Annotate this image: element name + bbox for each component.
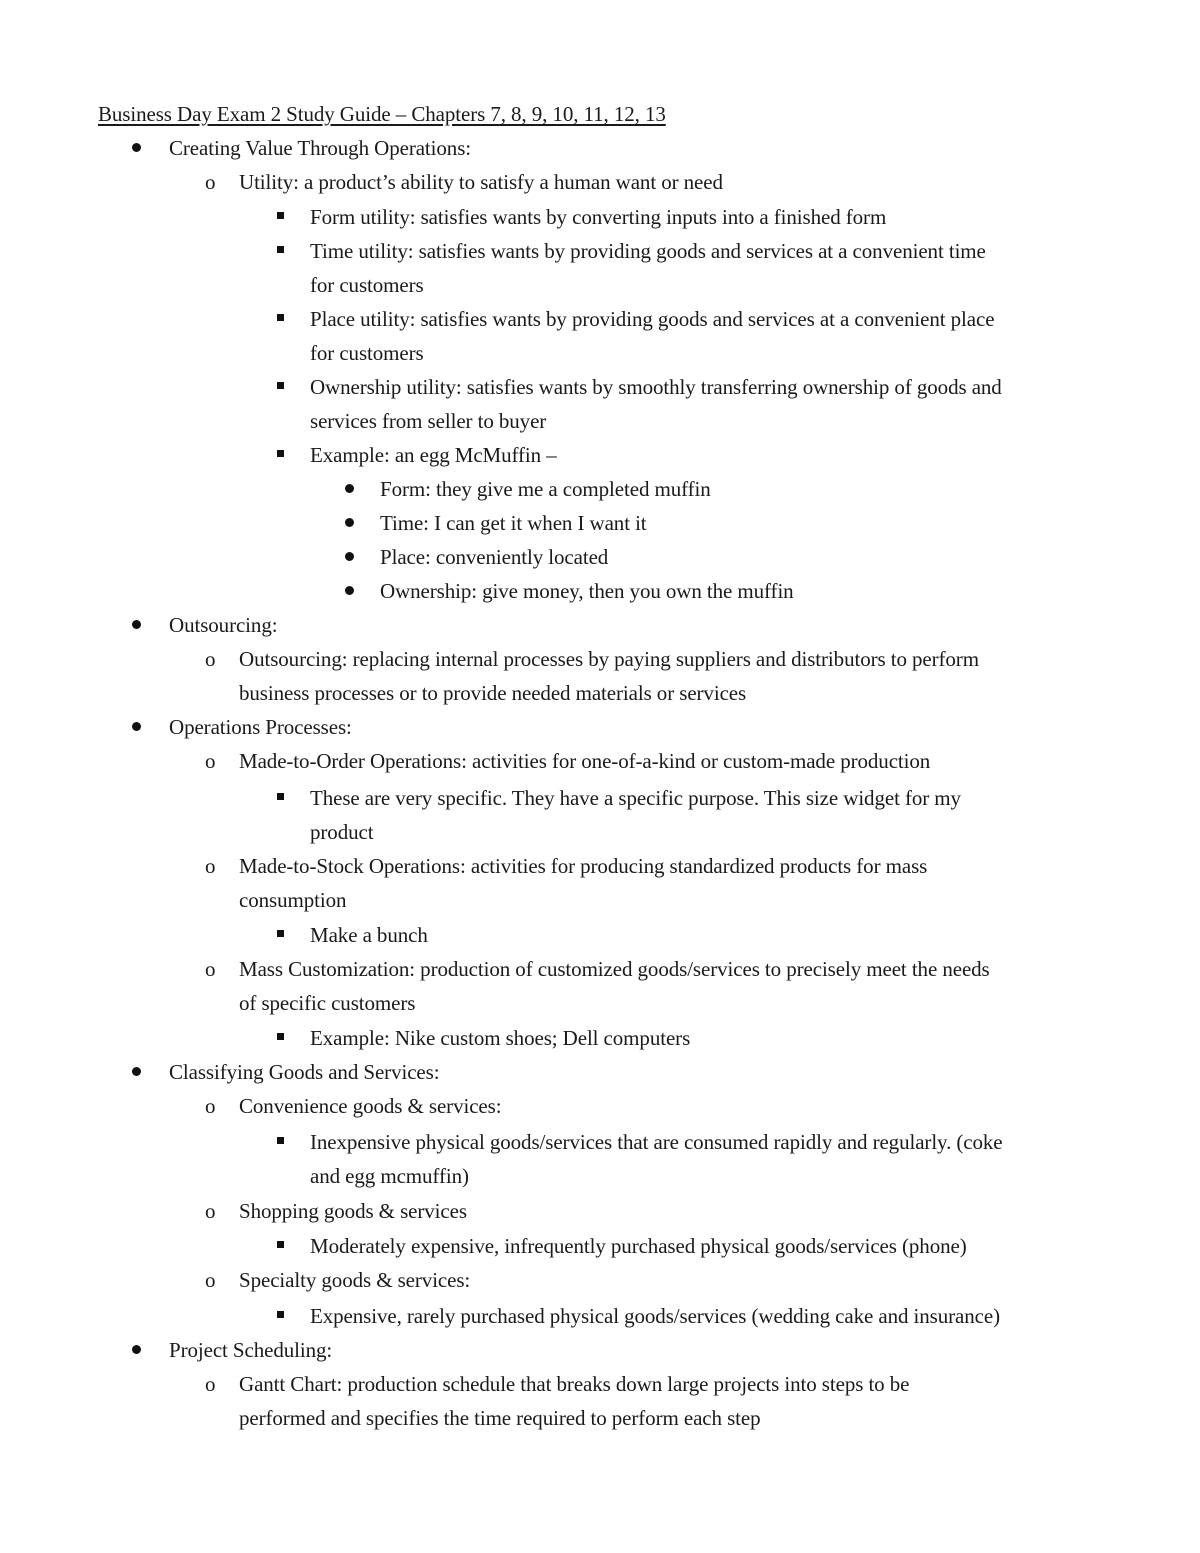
bullet-circle: o — [205, 1372, 216, 1396]
list-item: Expensive, rarely purchased physical goods/services (wedding cake and insurance) — [310, 1304, 1000, 1328]
bullet-disc — [132, 1067, 141, 1076]
list-item-continuation: and egg mcmuffin) — [310, 1164, 469, 1188]
list-item: Moderately expensive, infrequently purchased physical goods/services (phone) — [310, 1234, 967, 1258]
section-heading: Project Scheduling: — [169, 1338, 333, 1362]
bullet-square — [277, 1033, 284, 1040]
list-item: Example: an egg McMuffin – — [310, 443, 557, 467]
bullet-disc — [345, 552, 354, 561]
bullet-square — [277, 793, 284, 800]
bullet-disc — [345, 518, 354, 527]
list-item-continuation: for customers — [310, 341, 424, 365]
list-item: Place utility: satisfies wants by providing goods and services at a convenient place — [310, 307, 995, 331]
list-item: Form: they give me a completed muffin — [380, 477, 711, 501]
list-item: Gantt Chart: production schedule that breaks down large projects into steps to be — [239, 1372, 910, 1396]
section-heading: Creating Value Through Operations: — [169, 136, 472, 160]
list-item-continuation: product — [310, 820, 374, 844]
list-item: Form utility: satisfies wants by converting inputs into a finished form — [310, 205, 887, 229]
list-item: Ownership: give money, then you own the muffin — [380, 579, 794, 603]
list-item: Ownership utility: satisfies wants by smoothly transferring ownership of goods and — [310, 375, 1002, 399]
list-item: Time utility: satisfies wants by providing goods and services at a convenient time — [310, 239, 986, 263]
list-item: Utility: a product’s ability to satisfy a human want or need — [239, 170, 723, 194]
list-item: Convenience goods & services: — [239, 1094, 502, 1118]
list-item: Time: I can get it when I want it — [380, 511, 647, 535]
list-item-continuation: performed and specifies the time required to perform each step — [239, 1406, 761, 1430]
bullet-square — [277, 450, 284, 457]
list-item: Made-to-Stock Operations: activities for producing standardized products for mass — [239, 854, 928, 878]
section-heading: Classifying Goods and Services: — [169, 1060, 440, 1084]
bullet-circle: o — [205, 854, 216, 878]
list-item: Inexpensive physical goods/services that are consumed rapidly and regularly. (coke — [310, 1130, 1003, 1154]
bullet-circle: o — [205, 749, 216, 773]
bullet-circle: o — [205, 1199, 216, 1223]
list-item: Specialty goods & services: — [239, 1268, 471, 1292]
bullet-disc — [132, 1345, 141, 1354]
list-item: Outsourcing: replacing internal processes by paying suppliers and distributors to perform — [239, 647, 979, 671]
bullet-disc — [132, 722, 141, 731]
bullet-circle: o — [205, 957, 216, 981]
bullet-circle: o — [205, 1094, 216, 1118]
list-item: These are very specific. They have a specific purpose. This size widget for my — [310, 786, 961, 810]
list-item-continuation: consumption — [239, 888, 347, 912]
list-item-continuation: of specific customers — [239, 991, 416, 1015]
section-heading: Outsourcing: — [169, 613, 278, 637]
document-title: Business Day Exam 2 Study Guide – Chapters 7, 8, 9, 10, 11, 12, 13 — [98, 102, 666, 126]
bullet-disc — [345, 484, 354, 493]
list-item-continuation: services from seller to buyer — [310, 409, 547, 433]
list-item: Place: conveniently located — [380, 545, 609, 569]
bullet-square — [277, 1137, 284, 1144]
bullet-square — [277, 382, 284, 389]
bullet-square — [277, 314, 284, 321]
list-item: Shopping goods & services — [239, 1199, 467, 1223]
bullet-disc — [132, 143, 141, 152]
bullet-disc — [132, 620, 141, 629]
bullet-square — [277, 1241, 284, 1248]
bullet-square — [277, 246, 284, 253]
bullet-square — [277, 1311, 284, 1318]
section-heading: Operations Processes: — [169, 715, 352, 739]
list-item: Made-to-Order Operations: activities for one-of-a-kind or custom-made production — [239, 749, 931, 773]
list-item: Make a bunch — [310, 923, 428, 947]
bullet-disc — [345, 586, 354, 595]
list-item: Example: Nike custom shoes; Dell computers — [310, 1026, 691, 1050]
list-item-continuation: for customers — [310, 273, 424, 297]
bullet-circle: o — [205, 1268, 216, 1292]
bullet-square — [277, 930, 284, 937]
bullet-square — [277, 212, 284, 219]
bullet-circle: o — [205, 647, 216, 671]
list-item-continuation: business processes or to provide needed materials or services — [239, 681, 747, 705]
list-item: Mass Customization: production of customized goods/services to precisely meet the needs — [239, 957, 990, 981]
bullet-circle: o — [205, 170, 216, 194]
